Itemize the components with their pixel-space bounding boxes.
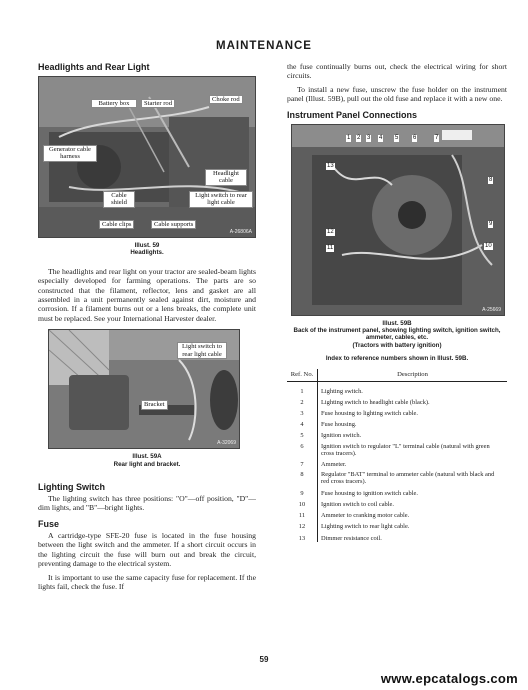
watermark: www.epcatalogs.com (380, 671, 518, 686)
photo-59-code: A-26806A (229, 229, 252, 235)
caption-59b-title: Illust. 59B (382, 319, 412, 327)
table-row (287, 497, 507, 508)
caption-illust-59 (38, 242, 256, 257)
ref-label-4: 4 (379, 134, 383, 141)
paragraph-fuse-continued: the fuse continually burns out, check the electrical wiring for short circuits. (287, 62, 507, 81)
ref-description: Dimmer resistance coil. (321, 534, 382, 542)
paragraph-sealed-beam: The headlights and rear light on your tractor are sealed-beam lights especially developed for farming operations. The parts are so constructed that the filament, reflector, lens and gasket are all assembled in a unit permanently sealed against dirt, moisture and corrosion. If a filament burns out or a lens breaks, the complete unit must be replaced. See your International Harvester dealer. (38, 266, 256, 323)
section-title-headlights: Headlights and Rear Light (38, 62, 150, 72)
ref-number: 13 (287, 531, 318, 542)
ref-number: 2 (287, 395, 318, 406)
column-header-description: Description (318, 369, 508, 382)
caption-59a-title: Illust. 59A (132, 453, 162, 461)
table-header-row (287, 369, 507, 382)
ref-label-6: 6 (413, 134, 417, 141)
label-cable-shield: Cable shield (103, 191, 135, 208)
ref-label-8: 8 (489, 176, 493, 183)
table-row (287, 395, 507, 406)
section-title-lighting-switch: Lighting Switch (38, 482, 105, 493)
table-row (287, 531, 507, 542)
ref-label-13: 13 (327, 162, 334, 169)
caption-59b-text: Back of the instrument panel, showing lighting switch, ignition switch, ammeter, cables, etc. (293, 327, 501, 342)
table-row (287, 406, 507, 417)
photo-illust-59a (48, 329, 240, 449)
page-title: MAINTENANCE (216, 40, 312, 52)
table-row (287, 519, 507, 530)
ref-label-5: 5 (395, 134, 399, 141)
ref-description: Fuse housing. (321, 421, 357, 429)
table-row (287, 440, 507, 457)
section-title-fuse: Fuse (38, 518, 60, 529)
caption-59a-text: Rear light and bracket. (113, 460, 181, 468)
table-row (287, 381, 507, 395)
ref-number: 4 (287, 417, 318, 428)
table-row (287, 428, 507, 439)
ref-label-3: 3 (367, 134, 371, 141)
ref-number: 8 (287, 468, 318, 485)
ref-description: Ignition switch to regulator "L" terminal cable (natural with green cross tracers). (321, 442, 490, 457)
caption-59-title: Illust. 59 (134, 242, 160, 249)
label-cable-supports: Cable supports (151, 220, 196, 229)
ref-number: 12 (287, 519, 318, 530)
ref-description: Ignition switch to coil cable. (321, 500, 394, 508)
paragraph-fuse-location: A cartridge-type SFE-20 fuse is located in the fuse housing between the light switch and the ammeter. If a short circuit occurs in the lighting circuit the fuse will burn out and break the circuit, preventing damage to the electrical system. (38, 530, 256, 569)
label-choke-rod: Choke rod (209, 95, 243, 104)
caption-59b-note: (Tractors with battery ignition) (352, 341, 442, 349)
caption-illust-59a (38, 453, 256, 468)
right-column (287, 62, 507, 542)
ref-description: Lighting switch. (321, 387, 363, 395)
left-column (38, 62, 256, 591)
section-title-instrument-panel: Instrument Panel Connections (287, 109, 418, 120)
ref-label-12: 12 (327, 228, 334, 235)
photo-59a-code: A-32069 (217, 440, 236, 447)
ref-description: Fuse housing to ignition switch cable. (321, 489, 418, 497)
table-row (287, 417, 507, 428)
ref-description: Fuse housing to lighting switch cable. (321, 410, 418, 418)
ref-label-9: 9 (489, 220, 493, 227)
photo-illust-59b (291, 124, 505, 316)
caption-illust-59b (287, 320, 507, 350)
label-generator-cable-harness: Generator cable harness (43, 145, 97, 162)
ref-number: 3 (287, 406, 318, 417)
ref-label-1: 1 (347, 134, 351, 141)
ref-number: 5 (287, 428, 318, 439)
paragraph-fuse-capacity: It is important to use the same capacity fuse for replacement. If the lights fail, check the fuse. If (38, 572, 256, 591)
column-header-ref-no: Ref. No. (287, 369, 318, 382)
reference-table (287, 369, 507, 542)
caption-59-text: Headlights. (130, 249, 164, 257)
table-row (287, 468, 507, 485)
index-note: Index to reference numbers shown in Illust. 59B. (325, 355, 469, 363)
ref-description: Lighting switch to headlight cable (black). (321, 398, 430, 406)
label-headlight-cable: Headlight cable (205, 169, 247, 186)
ref-label-10: 10 (485, 242, 492, 249)
table-row (287, 457, 507, 468)
ref-description: Ammeter to cranking motor cable. (321, 512, 410, 520)
label-bracket: Bracket (141, 400, 168, 409)
ref-label-7: 7 (435, 134, 439, 141)
page-number: 59 (259, 655, 269, 664)
ref-number: 7 (287, 457, 318, 468)
table-row (287, 486, 507, 497)
ref-label-11: 11 (327, 244, 334, 251)
label-light-switch-to-rear-light-cable: Light switch to rear light cable (189, 191, 253, 208)
photo-59b-panel-art (292, 125, 504, 315)
ref-number: 1 (287, 381, 318, 395)
photo-59b-code: A-25669 (482, 306, 501, 313)
ref-description: Ignition switch. (321, 432, 362, 440)
table-row (287, 508, 507, 519)
ref-description: Ammeter. (321, 461, 347, 469)
ref-number: 11 (287, 508, 318, 519)
label-starter-rod: Starter rod (141, 99, 175, 108)
paragraph-lighting-switch: The lighting switch has three positions: "O"—off position, "D"—dim lights, and "B"—bright lights. (38, 494, 256, 513)
photo-illust-59 (38, 76, 256, 238)
ref-number: 9 (287, 486, 318, 497)
label-light-switch-to-rear-light-cable-59a: Light switch to rear light cable (177, 342, 227, 359)
ref-description: Regulator "BAT" terminal to ammeter cable (natural with black and red cross tracers). (321, 471, 495, 486)
label-battery-box: Battery box (91, 99, 137, 108)
ref-number: 10 (287, 497, 318, 508)
label-cable-clips: Cable clips (99, 220, 134, 229)
ref-description: Lighting switch to rear light cable. (321, 523, 410, 531)
paragraph-install-fuse: To install a new fuse, unscrew the fuse holder on the instrument panel (Illust. 59B), pull out the old fuse and replace it with a new one. (287, 84, 507, 104)
ref-number: 6 (287, 440, 318, 457)
ref-label-2: 2 (357, 134, 361, 141)
